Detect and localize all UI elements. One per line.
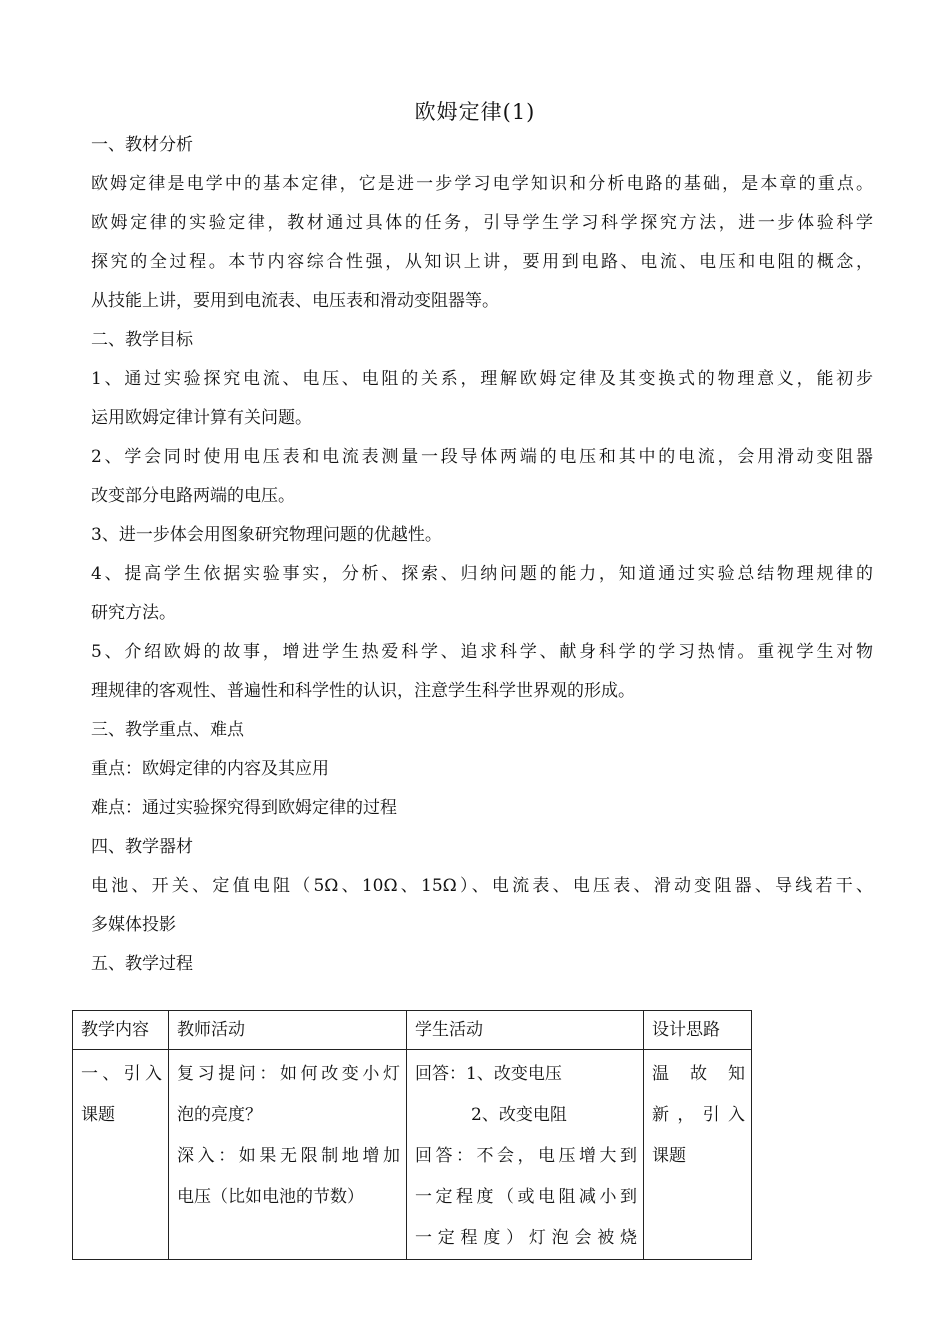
header-cell-teacher: 教师活动 — [169, 1011, 407, 1050]
cell-design — [644, 1050, 752, 1260]
paragraph-line: 电池、开关、定值电阻（5Ω、10Ω、15Ω）、电流表、电压表、滑动变阻器、导线若干、 — [91, 876, 873, 896]
cell-line: 泡的亮度？ — [177, 1105, 262, 1125]
cell-line: 新，引入 — [652, 1105, 745, 1125]
paragraph-line: 1、通过实验探究电流、电压、电阻的关系，理解欧姆定律及其变换式的物理意义，能初步 — [91, 369, 873, 389]
section-heading-textbook-analysis: 一、教材分析 — [91, 135, 193, 155]
paragraph-line: 5、介绍欧姆的故事，增进学生热爱科学、追求科学、献身科学的学习热情。重视学生对物 — [91, 642, 873, 662]
paragraph-line: 研究方法。 — [91, 603, 176, 623]
header-cell-design: 设计思路 — [644, 1011, 752, 1050]
cell-line: 电压（比如电池的节数） — [177, 1187, 364, 1207]
section-heading-key-points: 三、教学重点、难点 — [91, 720, 244, 740]
cell-line: 复习提问：如何改变小灯 — [177, 1064, 400, 1084]
table-row — [73, 1050, 752, 1260]
section-heading-teaching-process: 五、教学过程 — [91, 954, 193, 974]
paragraph-line: 欧姆定律的实验定律，教材通过具体的任务，引导学生学习科学探究方法，进一步体验科学 — [91, 213, 873, 233]
cell-line: 回答：1、改变电压 — [415, 1064, 562, 1084]
cell-student — [407, 1050, 644, 1260]
cell-line: 课题 — [81, 1105, 115, 1125]
section-heading-equipment: 四、教学器材 — [91, 837, 193, 857]
cell-line: 2、改变电阻 — [471, 1105, 567, 1125]
paragraph-line: 重点：欧姆定律的内容及其应用 — [91, 759, 329, 779]
page-title: 欧姆定律(1) — [414, 100, 536, 124]
table-header-row — [73, 1011, 752, 1050]
cell-line: 课题 — [652, 1146, 686, 1166]
cell-line: 温 故 知 — [652, 1064, 745, 1084]
cell-line: 深入：如果无限制地增加 — [177, 1146, 400, 1166]
cell-line: 一、引入 — [81, 1064, 162, 1084]
paragraph-line: 理规律的客观性、普遍性和科学性的认识，注意学生科学世界观的形成。 — [91, 681, 635, 701]
paragraph-line: 从技能上讲，要用到电流表、电压表和滑动变阻器等。 — [91, 291, 499, 311]
paragraph-line: 欧姆定律是电学中的基本定律，它是进一步学习电学知识和分析电路的基础，是本章的重点。 — [91, 174, 873, 194]
header-cell-student: 学生活动 — [407, 1011, 644, 1050]
paragraph-line: 多媒体投影 — [91, 915, 176, 935]
document-body — [91, 126, 873, 984]
section-heading-teaching-goals: 二、教学目标 — [91, 330, 193, 350]
paragraph-line: 3、进一步体会用图象研究物理问题的优越性。 — [91, 525, 442, 545]
paragraph-line: 探究的全过程。本节内容综合性强，从知识上讲，要用到电路、电流、电压和电阻的概念， — [91, 252, 873, 272]
paragraph-line: 运用欧姆定律计算有关问题。 — [91, 408, 312, 428]
cell-line: 一定程度）灯泡会被烧 — [415, 1228, 637, 1248]
cell-teacher — [169, 1050, 407, 1260]
cell-line: 回答：不会，电压增大到 — [415, 1146, 637, 1166]
paragraph-line: 2、学会同时使用电压表和电流表测量一段导体两端的电压和其中的电流，会用滑动变阻器 — [91, 447, 873, 467]
paragraph-line: 改变部分电路两端的电压。 — [91, 486, 295, 506]
teaching-process-table — [72, 1010, 752, 1260]
paragraph-line: 难点：通过实验探究得到欧姆定律的过程 — [91, 798, 397, 818]
cell-content — [73, 1050, 169, 1260]
header-cell-content: 教学内容 — [73, 1011, 169, 1050]
cell-line: 一定程度（或电阻减小到 — [415, 1187, 637, 1207]
paragraph-line: 4、提高学生依据实验事实，分析、探索、归纳问题的能力，知道通过实验总结物理规律的 — [91, 564, 873, 584]
